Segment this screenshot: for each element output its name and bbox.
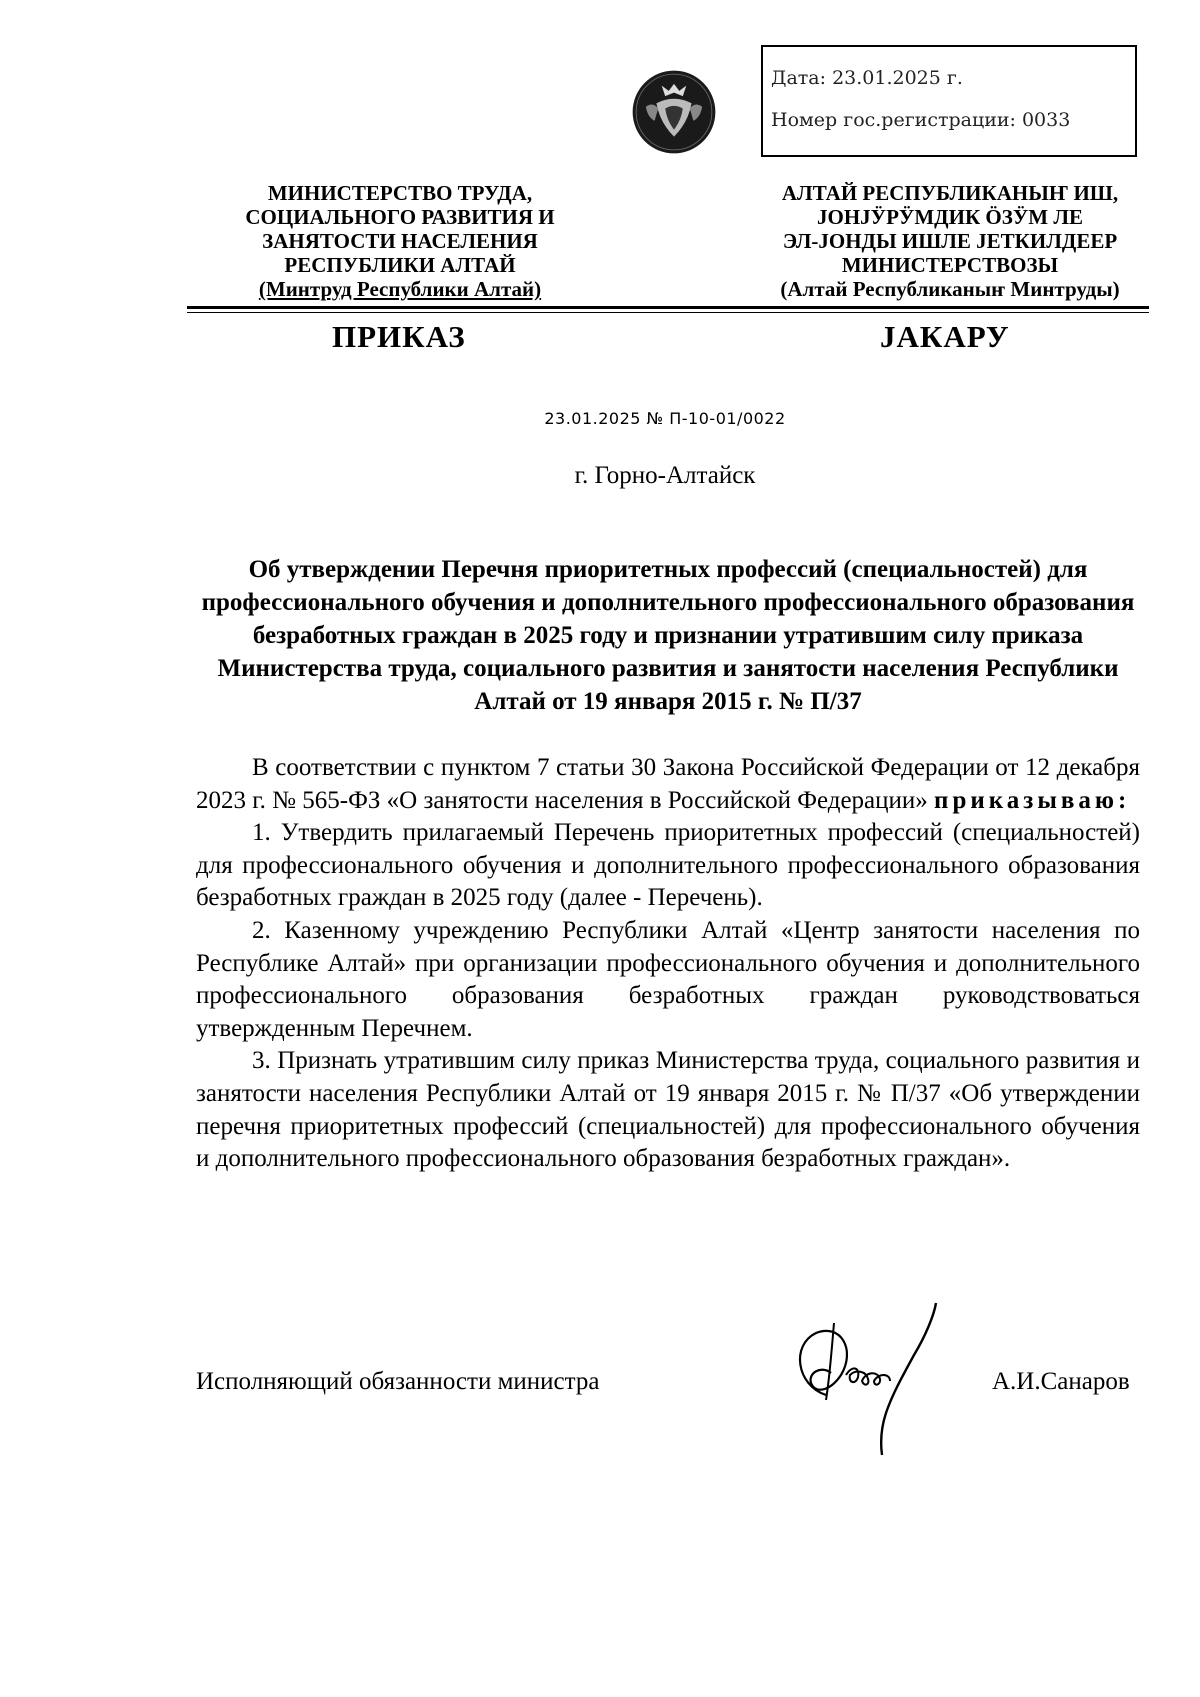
order-title-russian: ПРИКАЗ (332, 319, 466, 354)
ministry-name-russian: МИНИСТЕРСТВО ТРУДА, СОЦИАЛЬНОГО РАЗВИТИЯ И ЗАНЯТОСТИ НАСЕЛЕНИЯ РЕСПУБЛИКИ АЛТАЙ (Минтруд Республики Алтай) (205, 181, 595, 301)
order-subject: Об утверждении Перечня приоритетных профессий (специальностей) для профессионального обучения и дополнительного профессионального образования безработных граждан в 2025 году и признании утратившим силу приказа Министерства труда, социального развития и занятости населения Республики Алтай от 19 января 2015 г. № П/37 (201, 556, 1135, 715)
registration-box (761, 45, 1137, 157)
item-2: 2. Казенному учреждению Республики Алтай «Центр занятости населения по Республике Алтай» при организации профессионального обучения и дополнительного профессионального образования безработных граждан руководствоваться утвержденным Перечнем. (196, 916, 1140, 1042)
decree-word: приказываю: (934, 786, 1131, 814)
item-1: 1. Утвердить прилагаемый Перечень приоритетных профессий (специальностей) для профессионального обучения и дополнительного профессионального образования безработных граждан в 2025 году (далее - Перечень). (196, 819, 1140, 912)
registration-date: Дата: 23.01.2025 г. (771, 67, 963, 89)
ministry-abbr-altai: (Алтай Республиканыҥ Минтруды) (780, 277, 1120, 301)
coat-of-arms-emblem (630, 68, 718, 156)
order-body (196, 752, 1140, 1176)
header-divider-thick (187, 306, 1149, 309)
item-3: 3. Признать утратившим силу приказ Министерства труда, социального развития и занятости населения Республики Алтай от 19 января 2015 г. № П/37 «Об утверждении перечня приоритетных профессий (специальностей) для профессионального обучения и дополнительного профессионального образования безработных граждан». (196, 1047, 1140, 1173)
order-number: 23.01.2025 № П-10-01/0022 (544, 409, 786, 428)
preamble-paragraph: В соответствии с пунктом 7 статьи 30 Закона Российской Федерации от 12 декабря 2023 г. № 565-ФЗ «О занятости населения в Российской Федерации» приказываю: (196, 754, 1140, 814)
ministry-name-altai: АЛТАЙ РЕСПУБЛИКАНЫҤ ИШ, ЈОНЈӰРӰМДИК ӦЗӰМ ЛЕ ЭЛ-ЈОНДЫ ИШЛЕ ЈЕТКИЛДЕЕР МИНИСТЕРСТВОЗЫ (Алтай Республиканыҥ Минтруды) (740, 181, 1160, 301)
handwritten-signature (786, 1295, 996, 1460)
order-title-altai: ЈАКАРУ (880, 319, 1010, 354)
ministry-abbr-russian: (Минтруд Республики Алтай) (258, 277, 542, 301)
signatory-title: Исполняющий обязанности министра (196, 1368, 600, 1395)
city: г. Горно-Алтайск (574, 462, 756, 489)
registration-number: Номер гос.регистрации: 0033 (771, 109, 1071, 131)
header-divider-thin (187, 312, 1149, 313)
signatory-name: А.И.Санаров (992, 1368, 1130, 1395)
